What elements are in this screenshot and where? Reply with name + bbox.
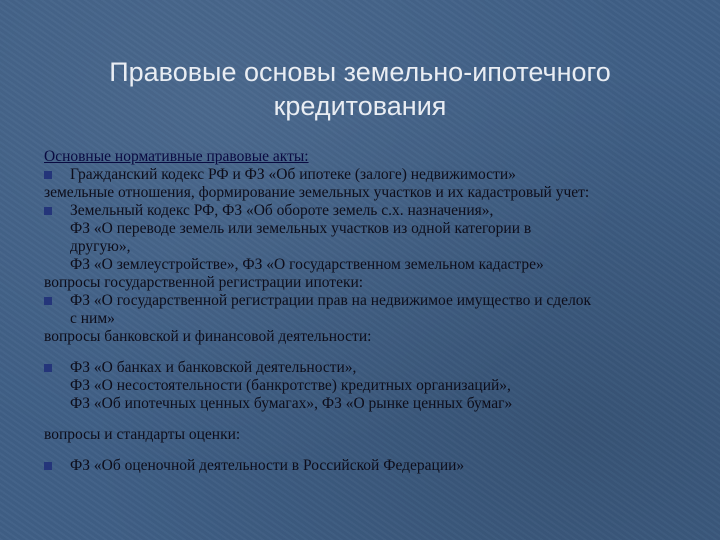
square-bullet-icon [44,171,52,179]
square-bullet-icon [44,297,52,305]
bullet-item-civil-code [44,166,684,184]
bullet-item-registration-law [44,292,684,328]
bullet-line: Земельный кодекс РФ, ФЗ «Об обороте земель с.х. назначения», [70,202,494,219]
bullet-line: ФЗ «О несостоятельности (банкротстве) кредитных организаций», [70,377,511,394]
title-line-1: Правовые основы земельно-ипотечного [109,57,611,87]
bullet-line: другую», [70,238,131,255]
category-valuation: вопросы и стандарты оценки: [44,426,241,443]
bullet-item-banking-laws [44,359,684,413]
bullet-line: ФЗ «О переводе земель или земельных участков из одной категории в [70,220,532,237]
category-banking: вопросы банковской и финансовой деятельности: [44,328,372,345]
square-bullet-icon [44,207,52,215]
square-bullet-icon [44,462,52,470]
bullet-line: ФЗ «О землеустройстве», ФЗ «О государственном земельном кадастре» [70,256,544,273]
square-bullet-icon [44,364,52,372]
bullet-line: ФЗ «Об ипотечных ценных бумагах», ФЗ «О рынке ценных бумаг» [70,395,513,412]
slide-body [44,148,684,475]
bullet-item-valuation-law [44,457,684,475]
bullet-line: с ним» [70,310,115,327]
bullet-line: ФЗ «Об оценочной деятельности в Российской Федерации» [70,457,465,474]
bullet-item-land-laws [44,202,684,274]
category-land-relations: земельные отношения, формирование земельных участков и их кадастровый учет: [44,184,590,201]
bullet-line: ФЗ «О банках и банковской деятельности», [70,359,357,376]
bullet-line: Гражданский кодекс РФ и ФЗ «Об ипотеке (залоге) недвижимости» [70,166,516,183]
slide-title [40,55,680,123]
bullet-line: ФЗ «О государственной регистрации прав на недвижимое имущество и сделок [70,292,592,309]
title-line-2: кредитования [273,91,447,121]
category-registration: вопросы государственной регистрации ипотеки: [44,274,364,291]
section-heading: Основные нормативные правовые акты: [44,148,309,165]
